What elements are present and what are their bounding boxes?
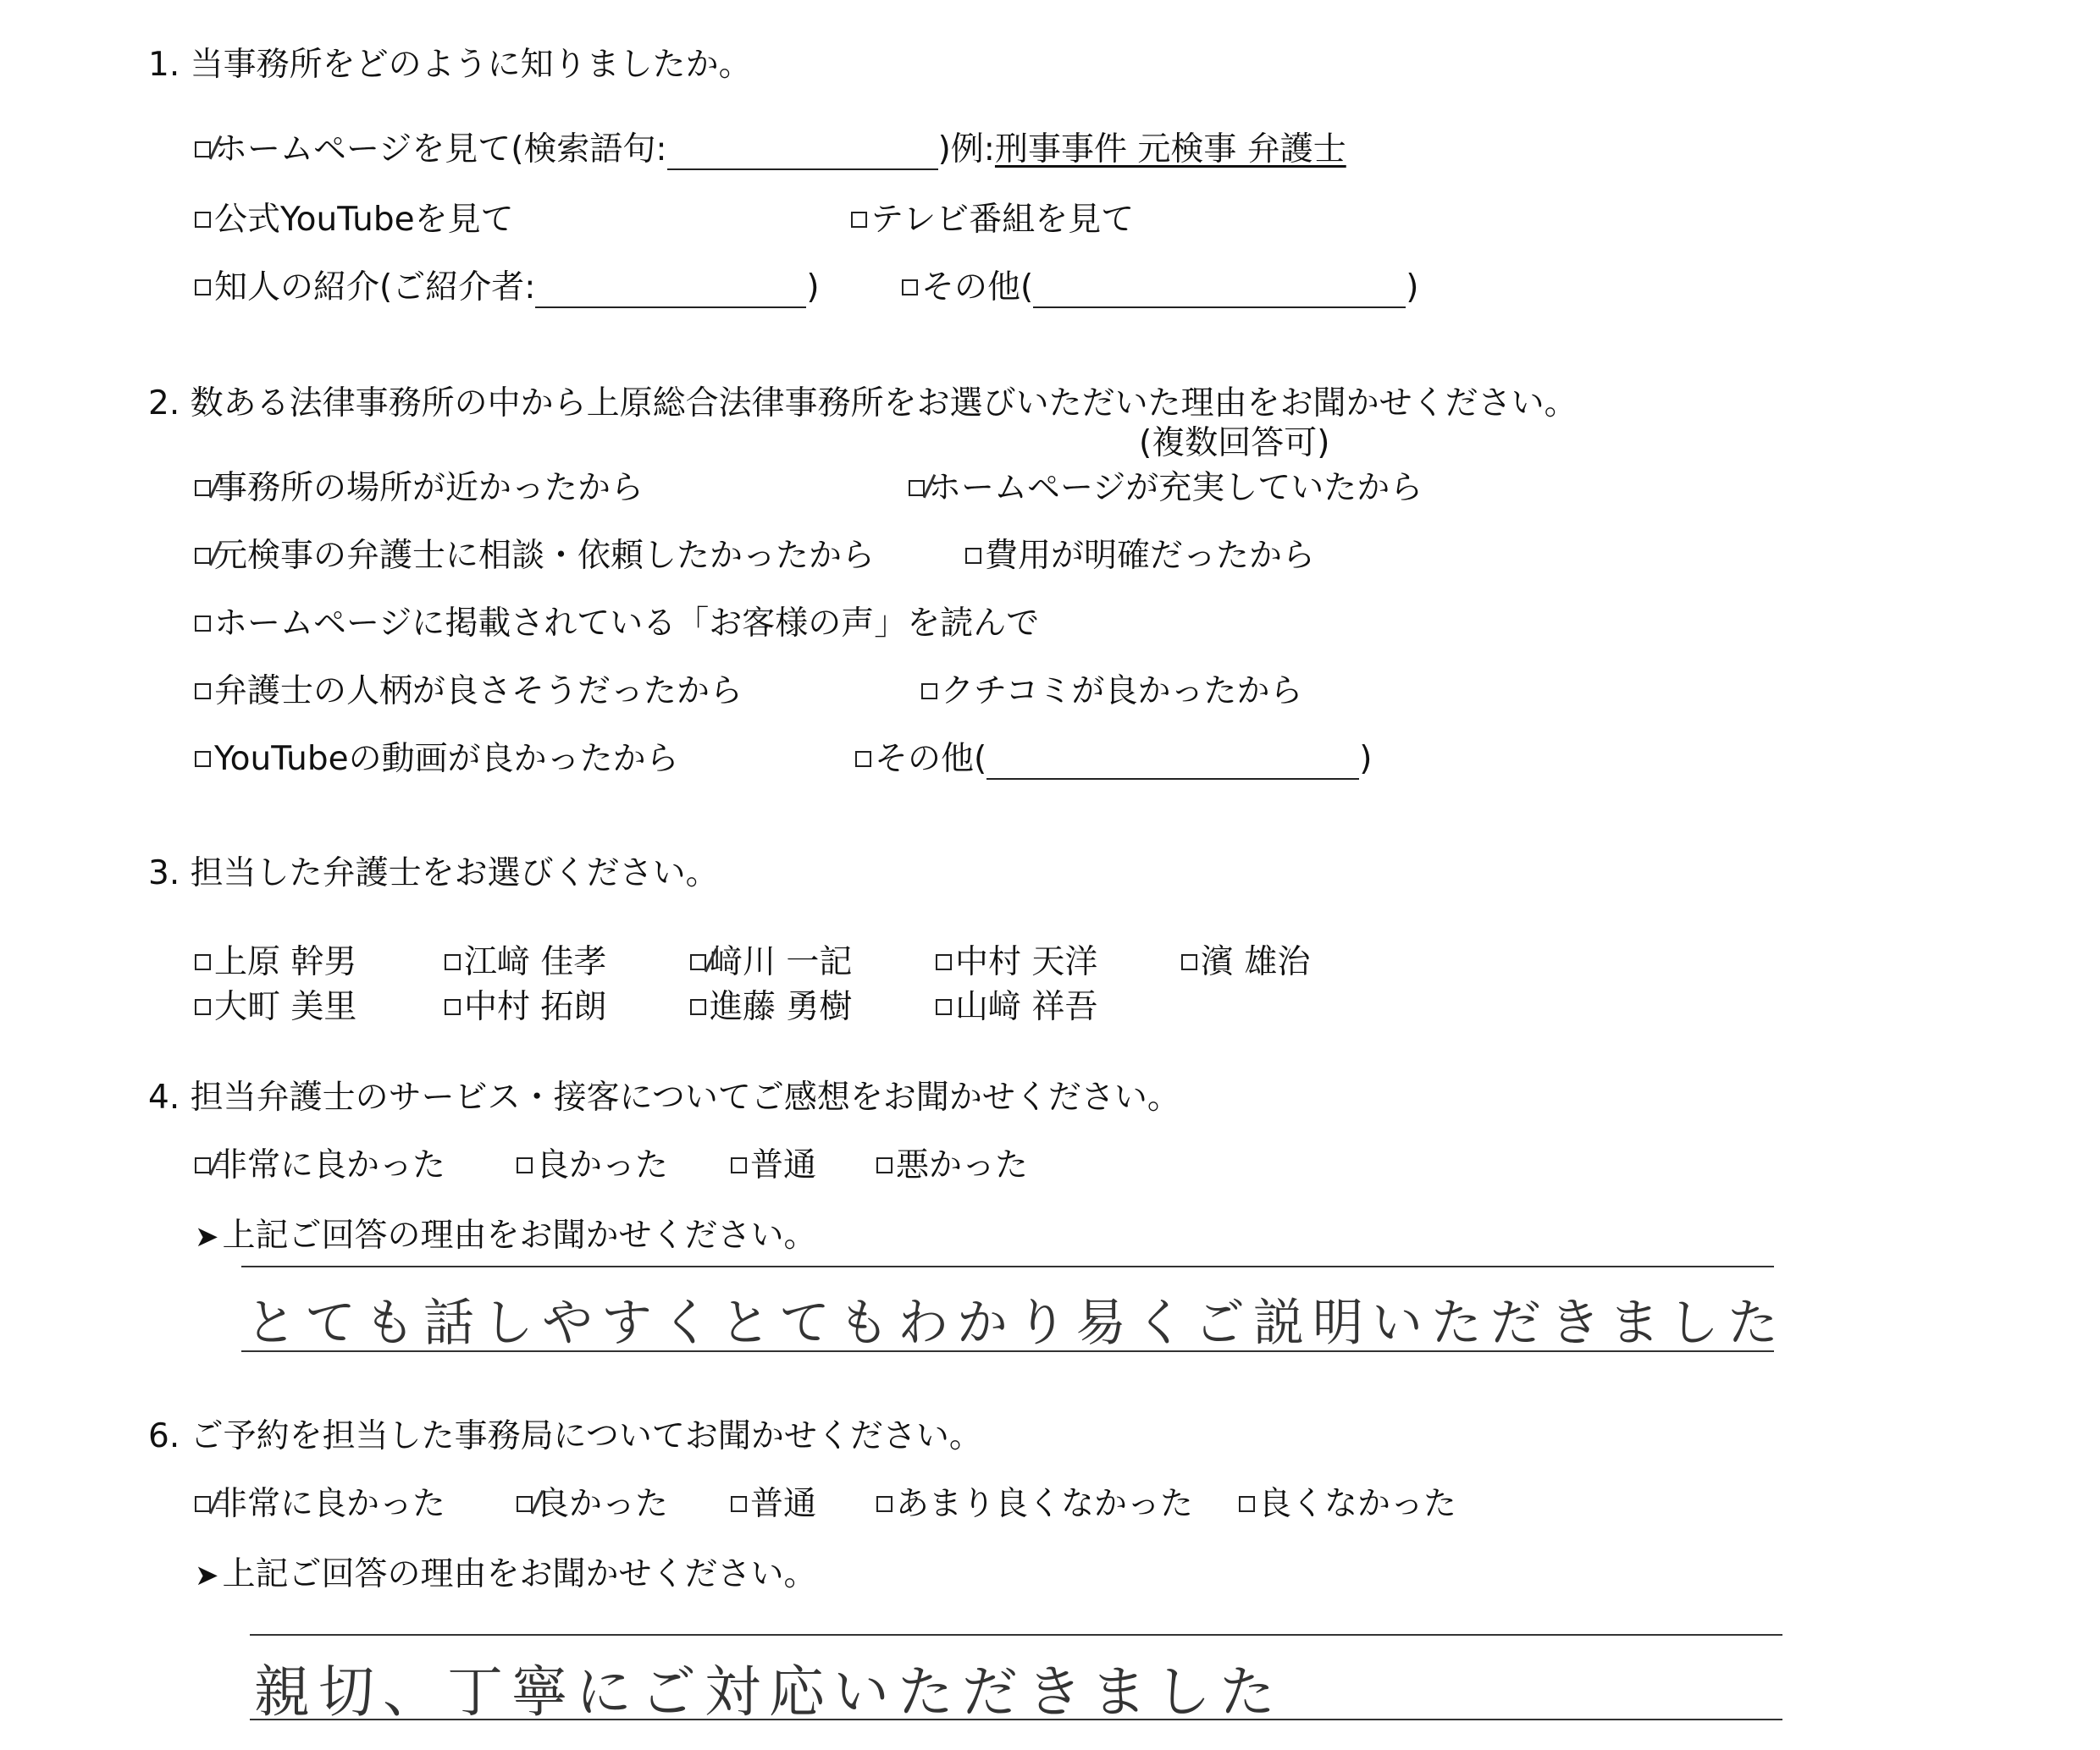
q1-other-close: ) <box>1406 268 1419 306</box>
q4-opt-label: 非常に良かった <box>214 1146 446 1184</box>
lawyer-checkbox[interactable] <box>445 999 461 1015</box>
lawyer-item <box>690 980 852 1028</box>
lawyer-name: 大町 美里 <box>214 988 357 1026</box>
lawyer-checkbox[interactable] <box>195 954 211 970</box>
homepage-checkbox[interactable] <box>195 141 211 157</box>
q4-handwritten-answer[interactable]: とても話しやすくとてもわかり易くご説明いただきました <box>246 1294 1787 1353</box>
q6-opt-row <box>1239 1477 1456 1525</box>
q1-referral-label: 知人の紹介(ご紹介者: <box>214 268 536 306</box>
q2-opt1-row <box>195 461 644 509</box>
q1-example: 刑事事件 元検事 弁護士 <box>994 130 1346 168</box>
q2-opt6-checkbox[interactable] <box>195 683 211 699</box>
lawyer-item <box>445 980 606 1028</box>
q1-homepage-close: )例: <box>937 130 995 168</box>
answer-line-bottom <box>241 1350 1774 1352</box>
lawyer-checkbox[interactable] <box>445 954 461 970</box>
q2-opt8-label: YouTubeの動画が良かったから <box>214 740 679 778</box>
q2-opt7-checkbox[interactable] <box>921 683 937 699</box>
lawyer-item <box>936 980 1097 1028</box>
q2-opt5-row <box>195 597 1039 644</box>
q6-title: 6. ご予約を担当した事務局についてお聞かせください。 <box>148 1417 982 1455</box>
q6-opt-row <box>195 1477 445 1525</box>
q2-opt4-checkbox[interactable] <box>965 548 981 564</box>
q4-opt-checkbox[interactable] <box>517 1157 533 1173</box>
q4-opt-row <box>876 1139 1028 1186</box>
q4-opt-checkbox[interactable] <box>876 1157 892 1173</box>
search-term-blank[interactable] <box>667 143 938 170</box>
q1-tv-label: テレビ番組を見て <box>870 201 1135 239</box>
q2-other-blank[interactable] <box>986 753 1359 780</box>
lawyer-name: 濱 雄治 <box>1201 943 1311 981</box>
q2-opt3-label: 元検事の弁護士に相談・依頼したかったから <box>214 537 876 575</box>
q6-handwritten-answer[interactable]: 親切、丁寧にご対応いただきました <box>254 1659 1284 1725</box>
q6-opt-checkbox[interactable] <box>876 1496 892 1512</box>
q2-opt2-label: ホームページが充実していたから <box>928 469 1423 507</box>
q1-youtube-label: 公式YouTubeを見て <box>214 201 514 239</box>
q6-opt-checkbox[interactable] <box>195 1496 211 1512</box>
arrow-icon: ➤ <box>195 1559 219 1593</box>
answer-line-top <box>250 1634 1782 1636</box>
q2-opt3-checkbox[interactable] <box>195 548 211 564</box>
youtube-checkbox[interactable] <box>195 212 211 228</box>
q1-tv-row <box>851 193 1134 240</box>
q1-other-row <box>902 261 1418 308</box>
lawyer-item <box>690 936 852 983</box>
referrer-blank[interactable] <box>535 281 806 308</box>
q2-opt7-label: クチコミが良かったから <box>941 672 1303 710</box>
q1-youtube-row <box>195 193 514 240</box>
q3-title: 3. 担当した弁護士をお選びください。 <box>148 854 719 892</box>
q2-opt8-row <box>195 732 679 780</box>
q6-reason-prompt: 上記ご回答の理由をお聞かせください。 <box>222 1555 817 1593</box>
q2-opt7-row <box>921 665 1302 712</box>
q1-other-checkbox[interactable] <box>902 279 918 295</box>
q2-note: (複数回答可) <box>1139 424 1330 462</box>
answer-line-bottom <box>250 1719 1782 1720</box>
lawyer-checkbox[interactable] <box>690 999 706 1015</box>
q6-opt-row <box>876 1477 1193 1525</box>
q6-opt-checkbox[interactable] <box>1239 1496 1255 1512</box>
q4-opt-label: 普通 <box>750 1146 817 1184</box>
q2-opt5-label: ホームページに掲載されている「お客様の声」を読んで <box>214 604 1040 643</box>
q2-opt4-label: 費用が明確だったから <box>985 537 1316 575</box>
lawyer-name: 江﨑 佳孝 <box>464 943 607 981</box>
q6-reason-prompt-row <box>195 1548 817 1595</box>
q2-opt8-checkbox[interactable] <box>195 751 211 767</box>
q2-title: 2. 数ある法律事務所の中から上原総合法律事務所をお選びいただいた理由をお聞かせください。 <box>148 384 1578 422</box>
q6-opt-label: 普通 <box>750 1485 817 1523</box>
q2-opt6-label: 弁護士の人柄が良さそうだったから <box>214 672 743 710</box>
q2-opt2-row <box>909 461 1423 509</box>
q2-opt1-checkbox[interactable] <box>195 480 211 496</box>
q6-opt-checkbox[interactable] <box>517 1496 533 1512</box>
lawyer-item <box>1181 936 1310 983</box>
referral-checkbox[interactable] <box>195 279 211 295</box>
lawyer-checkbox[interactable] <box>1181 954 1197 970</box>
q4-opt-checkbox[interactable] <box>731 1157 747 1173</box>
q2-opt9-row <box>855 732 1372 780</box>
q2-opt3-row <box>195 529 875 577</box>
lawyer-name: 上原 幹男 <box>214 943 357 981</box>
q1-referral-row <box>195 261 820 308</box>
q4-opt-row <box>517 1139 668 1186</box>
tv-checkbox[interactable] <box>851 212 867 228</box>
q2-opt5-checkbox[interactable] <box>195 616 211 632</box>
lawyer-name: 﨑川 一記 <box>710 943 853 981</box>
q2-opt6-row <box>195 665 743 712</box>
lawyer-item <box>936 936 1097 983</box>
lawyer-name: 中村 天洋 <box>955 943 1098 981</box>
lawyer-checkbox[interactable] <box>690 954 706 970</box>
lawyer-item <box>195 980 356 1028</box>
q1-homepage-label: ホームページを見て(検索語句: <box>214 130 667 168</box>
q4-reason-prompt: 上記ご回答の理由をお聞かせください。 <box>222 1217 817 1255</box>
q1-homepage-row <box>195 123 1346 170</box>
q1-other-blank[interactable] <box>1033 281 1406 308</box>
lawyer-name: 中村 拓朗 <box>464 988 607 1026</box>
lawyer-item <box>195 936 356 983</box>
q6-opt-row <box>731 1477 816 1525</box>
lawyer-item <box>445 936 606 983</box>
q4-opt-label: 悪かった <box>896 1146 1029 1184</box>
q2-opt9-close: ) <box>1359 740 1373 778</box>
lawyer-checkbox[interactable] <box>936 999 952 1015</box>
q4-opt-checkbox[interactable] <box>195 1157 211 1173</box>
q6-opt-label: 非常に良かった <box>214 1485 446 1523</box>
arrow-icon: ➤ <box>195 1220 219 1254</box>
q1-other-label: その他( <box>921 268 1034 306</box>
q2-opt9-checkbox[interactable] <box>855 751 871 767</box>
q4-opt-row <box>731 1139 816 1186</box>
q6-opt-row <box>517 1477 668 1525</box>
q4-reason-prompt-row <box>195 1209 817 1256</box>
answer-line-top <box>241 1266 1774 1267</box>
q4-title: 4. 担当弁護士のサービス・接客についてご感想をお聞かせください。 <box>148 1079 1180 1117</box>
lawyer-checkbox[interactable] <box>195 999 211 1015</box>
q6-opt-checkbox[interactable] <box>731 1496 747 1512</box>
q6-opt-label: 良かった <box>536 1485 669 1523</box>
q2-opt9-label: その他( <box>875 740 987 778</box>
q4-opt-label: 良かった <box>536 1146 669 1184</box>
lawyer-checkbox[interactable] <box>936 954 952 970</box>
q4-opt-row <box>195 1139 445 1186</box>
q2-opt2-checkbox[interactable] <box>909 480 925 496</box>
q6-opt-label: あまり良くなかった <box>896 1485 1194 1523</box>
q1-referral-close: ) <box>806 268 820 306</box>
q2-opt1-label: 事務所の場所が近かったから <box>214 469 644 507</box>
lawyer-name: 山﨑 祥吾 <box>955 988 1098 1026</box>
q1-title: 1. 当事務所をどのように知りましたか。 <box>148 46 752 84</box>
q2-opt4-row <box>965 529 1315 577</box>
lawyer-name: 進藤 勇樹 <box>710 988 853 1026</box>
q6-opt-label: 良くなかった <box>1258 1485 1457 1523</box>
